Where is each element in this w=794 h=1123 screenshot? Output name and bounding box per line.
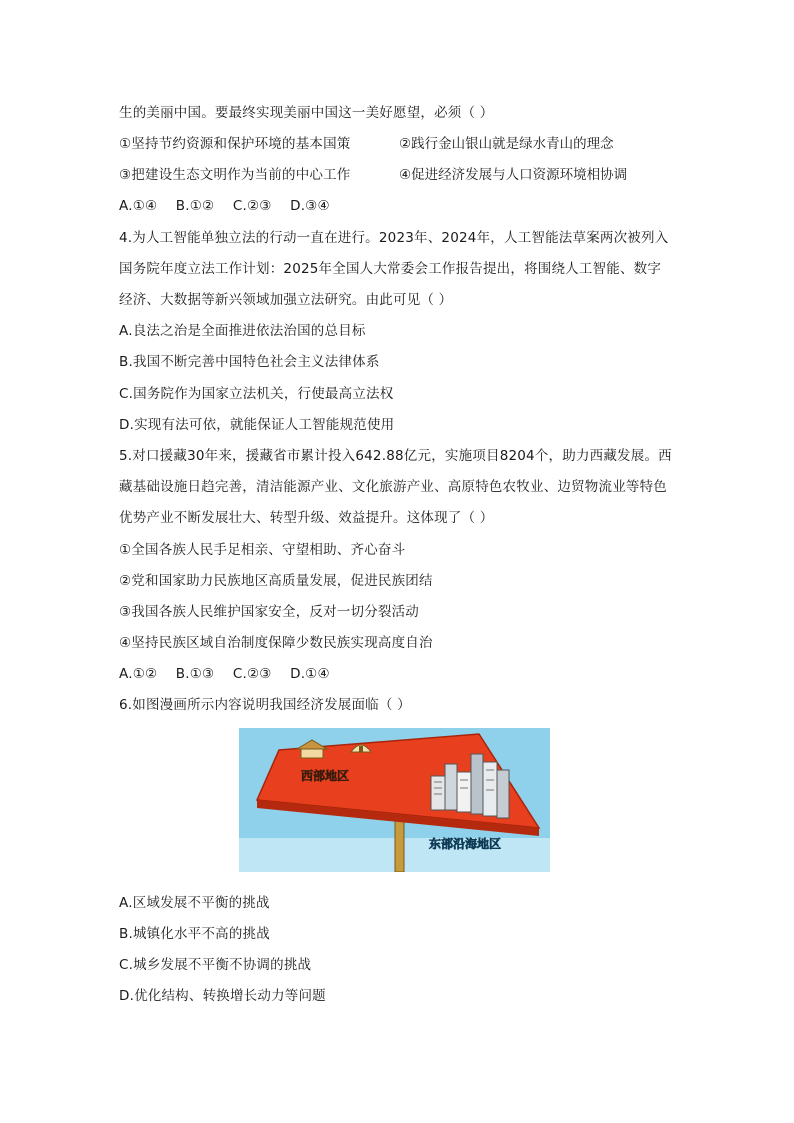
q4-option-a[interactable]: A.良法之治是全面推进依法治国的总目标 (119, 323, 366, 339)
q4-option-d[interactable]: D.实现有法可依，就能保证人工智能规范使用 (119, 417, 395, 433)
q6-option-a[interactable]: A.区域发展不平衡的挑战 (119, 895, 270, 911)
q6-option-b[interactable]: B.城镇化水平不高的挑战 (119, 926, 270, 942)
q5-choice-c[interactable]: C.②③ (232, 666, 272, 682)
q3-option-1: ①坚持节约资源和保护环境的基本国策 (119, 136, 351, 152)
regional-imbalance-cartoon (239, 728, 550, 872)
q5-choice-a[interactable]: A.①② (119, 666, 158, 682)
label-east: 东部沿海地区 (429, 837, 502, 851)
q5-option-2: ②党和国家助力民族地区高质量发展，促进民族团结 (119, 573, 433, 589)
q3-option-3: ③把建设生态文明作为当前的中心工作 (119, 167, 351, 183)
q5-choice-b[interactable]: B.①③ (175, 666, 215, 682)
q5-choice-d[interactable]: D.①④ (290, 666, 330, 682)
q5-option-4: ④坚持民族区域自治制度保障少数民族实现高度自治 (119, 635, 433, 651)
q3-choice-a[interactable]: A.①④ (119, 198, 158, 214)
seesaw-pole (395, 816, 404, 872)
q5-option-3: ③我国各族人民维护国家安全，反对一切分裂活动 (119, 604, 420, 620)
q5-stem-line-3: 优势产业不断发展壮大、转型升级、效益提升。这体现了（ ） (119, 510, 494, 526)
q4-stem-line-2: 国务院年度立法工作计划：2025年全国人大常委会工作报告提出，将围绕人工智能、数字 (119, 261, 662, 277)
q4-stem-line-3: 经济、大数据等新兴领域加强立法研究。由此可见（ ） (119, 292, 453, 308)
q4-stem-line-1: 4.为人工智能单独立法的行动一直在进行。2023年、2024年，人工智能法草案两次被列入 (119, 230, 669, 246)
q3-choice-c[interactable]: C.②③ (232, 198, 272, 214)
q3-choices (119, 196, 344, 216)
q4-option-b[interactable]: B.我国不断完善中国特色社会主义法律体系 (119, 354, 380, 370)
q5-stem-line-1: 5.对口援藏30年来，援藏省市累计投入642.88亿元，实施项目8204个，助力西藏发展。西 (119, 448, 672, 464)
q4-option-c[interactable]: C.国务院作为国家立法机关，行使最高立法权 (119, 386, 394, 402)
q6-option-d[interactable]: D.优化结构、转换增长动力等问题 (119, 988, 326, 1004)
q5-choices (119, 664, 344, 684)
q3-choice-d[interactable]: D.③④ (290, 198, 330, 214)
q3-stem-tail: 生的美丽中国。要最终实现美丽中国这一美好愿望，必须（ ） (119, 105, 494, 121)
q6-stem: 6.如图漫画所示内容说明我国经济发展面临（ ） (119, 697, 411, 713)
q5-option-1: ①全国各族人民手足相亲、守望相助、齐心奋斗 (119, 542, 406, 558)
q6-option-c[interactable]: C.城乡发展不平衡不协调的挑战 (119, 957, 312, 973)
q3-choice-b[interactable]: B.①② (175, 198, 215, 214)
q3-option-2: ②践行金山银山就是绿水青山的理念 (399, 136, 614, 152)
q5-stem-line-2: 藏基础设施日趋完善，清洁能源产业、文化旅游产业、高原特色农牧业、边贸物流业等特色 (119, 479, 667, 495)
q3-option-4: ④促进经济发展与人口资源环境相协调 (399, 167, 628, 183)
cartoon-svg (239, 728, 550, 872)
label-west: 西部地区 (301, 769, 350, 783)
